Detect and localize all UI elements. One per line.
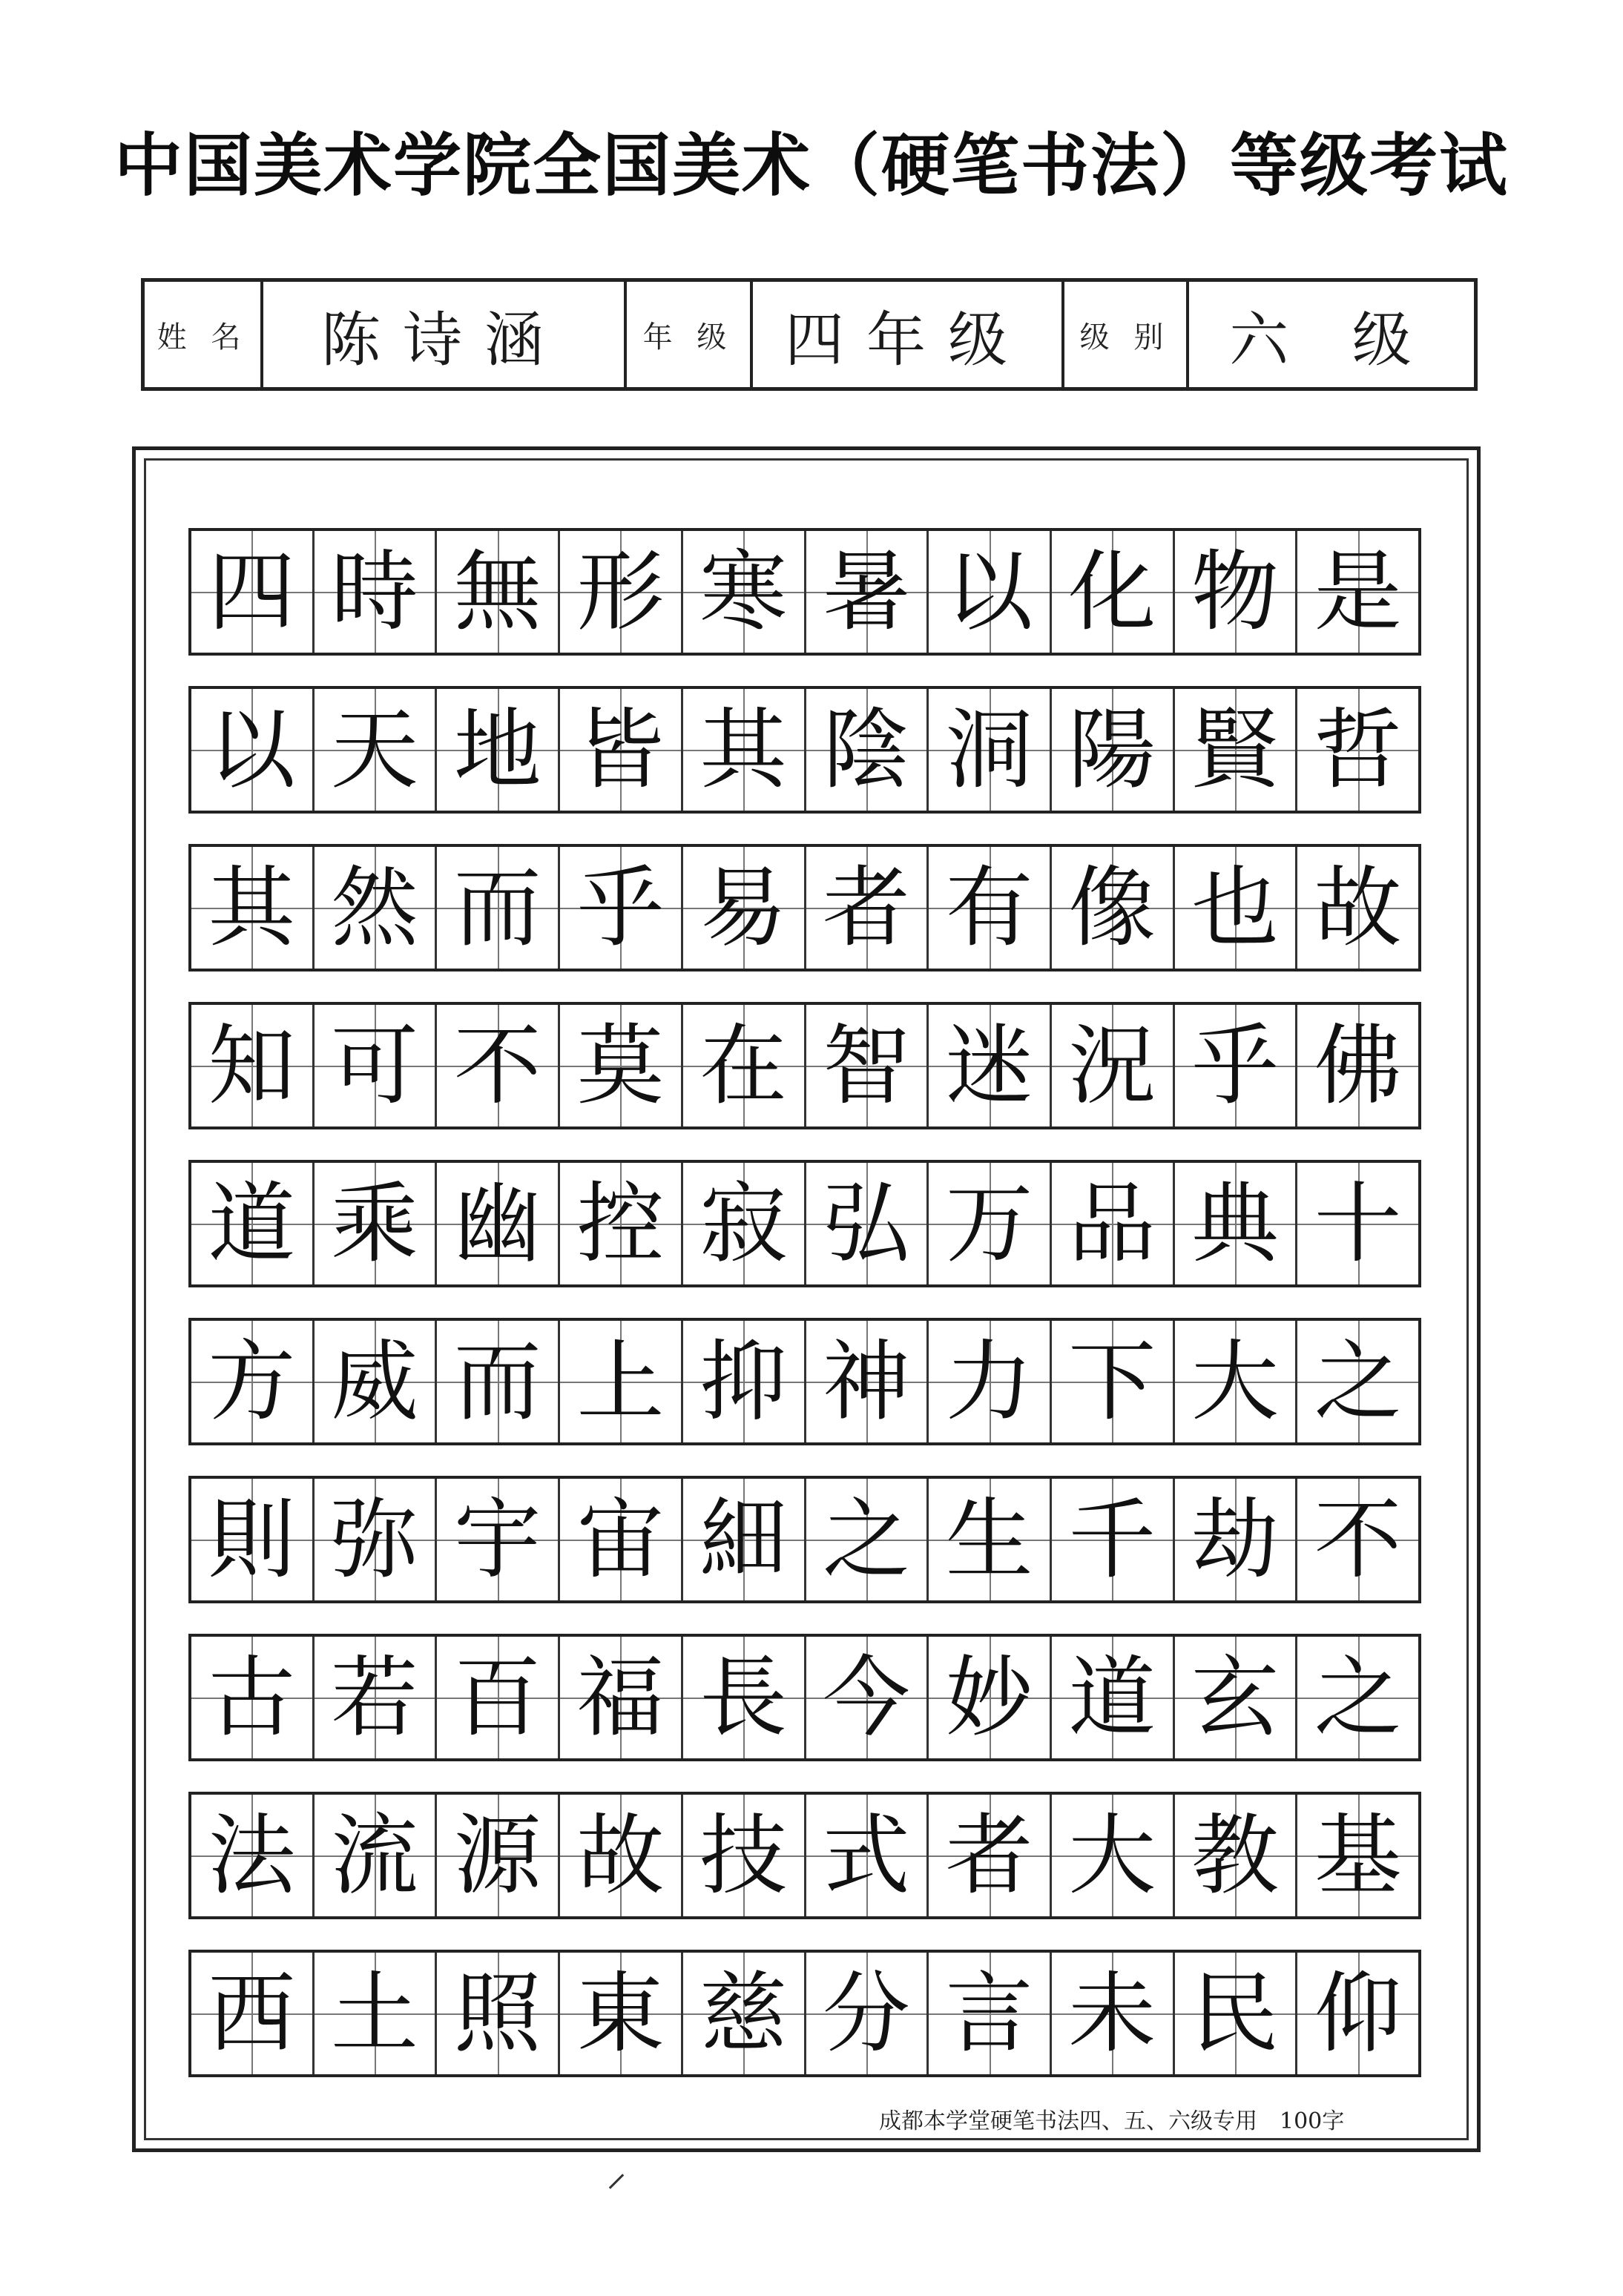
handwritten-character: 之 [1314, 1330, 1402, 1433]
grid-cell [315, 1321, 438, 1442]
grid-cell [191, 1163, 315, 1284]
grid-cell [437, 847, 560, 969]
handwritten-character: 者 [822, 857, 910, 959]
grid-cell [806, 1637, 929, 1758]
grid-cell [806, 1163, 929, 1284]
level-value: 六 级 [1229, 305, 1434, 375]
grid-cell [191, 1795, 315, 1916]
grid-cell [560, 689, 683, 811]
handwritten-character: 無 [453, 541, 541, 643]
grid-cell [1175, 531, 1298, 653]
grid-cell [1175, 1795, 1298, 1916]
grid-cell [683, 1005, 806, 1126]
handwritten-character: 莫 [576, 1015, 665, 1117]
handwritten-character: 哲 [1314, 699, 1402, 801]
handwritten-character: 力 [945, 1330, 1033, 1433]
grid-cell [191, 1321, 315, 1442]
handwritten-character: 技 [699, 1804, 788, 1907]
grid-cell [683, 1953, 806, 2074]
grid-cell [315, 1795, 438, 1916]
handwritten-character: 上 [576, 1330, 665, 1433]
handwritten-character: 劫 [1191, 1488, 1279, 1591]
handwritten-character: 賢 [1191, 699, 1279, 801]
name-value-cell [263, 282, 627, 387]
handwritten-character: 言 [945, 1962, 1033, 2065]
grid-cell [1175, 847, 1298, 969]
grid-cell [1297, 531, 1418, 653]
grid-cell [806, 1795, 929, 1916]
handwritten-character: 像 [1068, 857, 1156, 959]
grid-row [188, 1002, 1421, 1129]
grid-row [188, 1476, 1421, 1603]
handwritten-character: 地 [453, 699, 541, 801]
grid-cell [315, 1163, 438, 1284]
grid-cell [560, 1005, 683, 1126]
grid-cell [1297, 1163, 1418, 1284]
handwritten-character: 仰 [1314, 1962, 1402, 2065]
grid-cell [929, 1005, 1052, 1126]
handwritten-character: 道 [208, 1172, 296, 1275]
handwritten-character: 今 [822, 1646, 910, 1749]
grid-cell [929, 1321, 1052, 1442]
grid-cell [437, 531, 560, 653]
handwritten-character: 教 [1191, 1804, 1279, 1907]
handwritten-character: 化 [1068, 541, 1156, 643]
handwritten-character: 万 [945, 1172, 1033, 1275]
handwritten-character: 以 [945, 541, 1033, 643]
handwritten-character: 生 [945, 1488, 1033, 1591]
grid-cell [683, 1637, 806, 1758]
grid-cell [683, 1795, 806, 1916]
handwritten-character: 故 [1314, 857, 1402, 959]
grid-row [188, 1792, 1421, 1919]
handwritten-character: 時 [331, 541, 419, 643]
handwritten-character: 妙 [945, 1646, 1033, 1749]
grid-cell [1052, 1479, 1175, 1600]
grid-cell [1052, 1005, 1175, 1126]
grade-label-cell [627, 282, 753, 387]
handwritten-character: 洞 [945, 699, 1033, 801]
handwritten-character: 法 [208, 1804, 296, 1907]
grid-cell [560, 1953, 683, 2074]
handwritten-character: 可 [331, 1015, 419, 1117]
grid-cell [191, 1479, 315, 1600]
grid-cell [1052, 531, 1175, 653]
handwritten-character: 百 [453, 1646, 541, 1749]
handwritten-character: 天 [331, 699, 419, 801]
handwritten-character: 土 [331, 1962, 419, 2065]
handwritten-character: 易 [699, 857, 788, 959]
grid-cell [1052, 689, 1175, 811]
grid-cell [806, 689, 929, 811]
handwritten-character: 是 [1314, 541, 1402, 643]
handwritten-character: 分 [822, 1962, 910, 2065]
grid-cell [315, 847, 438, 969]
handwritten-character: 威 [331, 1330, 419, 1433]
grid-cell [683, 531, 806, 653]
grid-cell [315, 531, 438, 653]
handwritten-character: 乘 [331, 1172, 419, 1275]
grid-cell [806, 1479, 929, 1600]
handwritten-character: 抑 [699, 1330, 788, 1433]
handwritten-character: 福 [576, 1646, 665, 1749]
grid-cell [806, 1005, 929, 1126]
grid-cell [929, 1953, 1052, 2074]
handwritten-character: 控 [576, 1172, 665, 1275]
grid-cell [560, 847, 683, 969]
grid-cell [315, 1953, 438, 2074]
name-value: 陈诗涵 [321, 305, 566, 375]
grid-row [188, 1950, 1421, 2077]
handwritten-character: 形 [576, 541, 665, 643]
handwritten-character: 古 [208, 1646, 296, 1749]
handwritten-character: 宇 [453, 1488, 541, 1591]
handwritten-character: 千 [1068, 1488, 1156, 1591]
grid-cell [437, 1005, 560, 1126]
grid-cell [437, 1321, 560, 1442]
handwritten-character: 在 [699, 1015, 788, 1117]
grid-cell [191, 1953, 315, 2074]
handwritten-character: 基 [1314, 1804, 1402, 1907]
handwritten-character: 況 [1068, 1015, 1156, 1117]
grid-cell [191, 1005, 315, 1126]
handwritten-character: 有 [945, 857, 1033, 959]
grid-cell [560, 1795, 683, 1916]
grid-cell [1297, 847, 1418, 969]
handwritten-character: 幽 [453, 1172, 541, 1275]
grid-cell [1297, 1637, 1418, 1758]
grid-row [188, 686, 1421, 814]
handwritten-character: 東 [576, 1962, 665, 2065]
handwritten-character: 長 [699, 1646, 788, 1749]
handwritten-character: 玄 [1191, 1646, 1279, 1749]
grid-cell [806, 1321, 929, 1442]
handwritten-character: 者 [945, 1804, 1033, 1907]
grid-cell [315, 689, 438, 811]
grid-cell [560, 1163, 683, 1284]
handwritten-character: 源 [453, 1804, 541, 1907]
grid-cell [1297, 1479, 1418, 1600]
handwritten-character: 西 [208, 1962, 296, 2065]
grid-cell [929, 1795, 1052, 1916]
grid-row [188, 528, 1421, 656]
handwritten-character: 也 [1191, 857, 1279, 959]
grid-cell [191, 531, 315, 653]
handwritten-character: 神 [822, 1330, 910, 1433]
grid-cell [1297, 689, 1418, 811]
grid-cell [1175, 1637, 1298, 1758]
page-title: 中国美术学院全国美术（硬笔书法）等级考试 [113, 126, 1509, 205]
grid-cell [1052, 1795, 1175, 1916]
grid-cell [437, 1795, 560, 1916]
grid-cell [560, 1479, 683, 1600]
handwritten-character: 陰 [822, 699, 910, 801]
grid-cell [1175, 1163, 1298, 1284]
name-label: 姓 名 [157, 320, 248, 354]
grid-cell [191, 1637, 315, 1758]
handwritten-character: 皆 [576, 699, 665, 801]
grid-row [188, 844, 1421, 971]
grid-cell [1052, 1321, 1175, 1442]
grid-cell [1175, 689, 1298, 811]
grid-cell [315, 1005, 438, 1126]
grid-cell [1052, 1637, 1175, 1758]
handwritten-character: 典 [1191, 1172, 1279, 1275]
grid-row [188, 1634, 1421, 1761]
handwritten-character: 迷 [945, 1015, 1033, 1117]
grid-row [188, 1160, 1421, 1287]
handwritten-character: 十 [1314, 1172, 1402, 1275]
handwritten-character: 若 [331, 1646, 419, 1749]
grid-cell [806, 531, 929, 653]
handwritten-character: 乎 [1191, 1015, 1279, 1117]
grid-cell [437, 1953, 560, 2074]
handwritten-character: 寂 [699, 1172, 788, 1275]
grid-cell [437, 1637, 560, 1758]
grid-cell [560, 1637, 683, 1758]
grid-cell [1175, 1953, 1298, 2074]
grid-cell [1052, 1953, 1175, 2074]
grid-cell [191, 689, 315, 811]
handwritten-character: 品 [1068, 1172, 1156, 1275]
grade-value: 四年级 [785, 305, 1030, 375]
handwritten-character: 其 [208, 857, 296, 959]
handwritten-character: 乎 [576, 857, 665, 959]
grid-cell [437, 1479, 560, 1600]
handwritten-character: 之 [822, 1488, 910, 1591]
grid-cell [315, 1637, 438, 1758]
level-value-cell [1189, 282, 1474, 387]
name-label-cell [145, 282, 263, 387]
grid-cell [437, 1163, 560, 1284]
handwritten-character: 故 [576, 1804, 665, 1907]
handwritten-character: 陽 [1068, 699, 1156, 801]
grid-cell [191, 847, 315, 969]
handwritten-character: 以 [208, 699, 296, 801]
grid-cell [1052, 847, 1175, 969]
handwritten-character: 大 [1191, 1330, 1279, 1433]
handwritten-character: 物 [1191, 541, 1279, 643]
handwritten-character: 細 [699, 1488, 788, 1591]
grid-cell [683, 1321, 806, 1442]
grid-cell [1297, 1953, 1418, 2074]
handwritten-character: 寒 [699, 541, 788, 643]
handwritten-character: 而 [453, 1330, 541, 1433]
handwritten-character: 四 [208, 541, 296, 643]
handwritten-character: 暑 [822, 541, 910, 643]
grade-label: 年 级 [642, 320, 734, 354]
grid-cell [1175, 1321, 1298, 1442]
grid-cell [929, 531, 1052, 653]
handwritten-character: 其 [699, 699, 788, 801]
handwritten-character: 慈 [699, 1962, 788, 2065]
handwritten-character: 下 [1068, 1330, 1156, 1433]
grid-cell [1052, 1163, 1175, 1284]
handwritten-character: 方 [208, 1330, 296, 1433]
grid-cell [1175, 1005, 1298, 1126]
handwritten-character: 道 [1068, 1646, 1156, 1749]
grid-cell [683, 847, 806, 969]
handwritten-character: 宙 [576, 1488, 665, 1591]
grid-cell [315, 1479, 438, 1600]
grid-cell [683, 1479, 806, 1600]
grid-cell [806, 847, 929, 969]
grid-cell [1297, 1795, 1418, 1916]
handwritten-character: 知 [208, 1015, 296, 1117]
handwritten-character: 則 [208, 1488, 296, 1591]
grid-cell [1297, 1321, 1418, 1442]
handwritten-character: 佛 [1314, 1015, 1402, 1117]
footer-note: 成都本学堂硬笔书法四、五、六级专用 100字 [879, 2108, 1345, 2134]
info-table [141, 278, 1478, 391]
level-label: 级 别 [1079, 320, 1171, 354]
grid-cell [560, 1321, 683, 1442]
handwritten-character: 弥 [331, 1488, 419, 1591]
handwritten-character: 然 [331, 857, 419, 959]
grid-cell [683, 1163, 806, 1284]
level-label-cell [1064, 282, 1189, 387]
grid-row [188, 1318, 1421, 1445]
grid-cell [929, 1163, 1052, 1284]
grid-cell [1175, 1479, 1298, 1600]
handwritten-character: 之 [1314, 1646, 1402, 1749]
handwritten-character: 不 [453, 1015, 541, 1117]
grid-cell [929, 1637, 1052, 1758]
handwritten-character: 而 [453, 857, 541, 959]
grid-cell [929, 689, 1052, 811]
grid-cell [683, 689, 806, 811]
handwritten-character: 弘 [822, 1172, 910, 1275]
stray-pen-mark [609, 2174, 625, 2189]
grid-cell [437, 689, 560, 811]
handwritten-character: 流 [331, 1804, 419, 1907]
grid-cell [929, 1479, 1052, 1600]
handwritten-character: 式 [822, 1804, 910, 1907]
handwritten-character: 未 [1068, 1962, 1156, 2065]
grid-cell [929, 847, 1052, 969]
grid-cell [806, 1953, 929, 2074]
handwritten-character: 照 [453, 1962, 541, 2065]
handwritten-character: 不 [1314, 1488, 1402, 1591]
handwritten-character: 民 [1191, 1962, 1279, 2065]
grid-cell [1297, 1005, 1418, 1126]
grade-value-cell [753, 282, 1064, 387]
handwritten-character: 大 [1068, 1804, 1156, 1907]
handwritten-character: 智 [822, 1015, 910, 1117]
grid-cell [560, 531, 683, 653]
